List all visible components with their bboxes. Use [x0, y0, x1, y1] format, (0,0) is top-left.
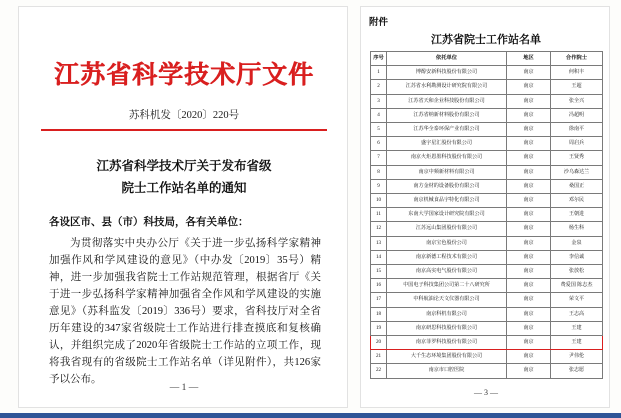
table-row [371, 208, 603, 222]
cell-region: 南京 [507, 236, 551, 250]
table-row [371, 66, 603, 80]
cell-academician: 冯超明 [551, 108, 603, 122]
cell-region: 南京 [507, 265, 551, 279]
cell-unit: 博醇安新科技股份有限公司 [387, 66, 507, 80]
cell-index: 4 [371, 108, 387, 122]
table-row [371, 94, 603, 108]
cell-academician: 王超 [551, 80, 603, 94]
cell-academician: 邓尔民 [551, 194, 603, 208]
cell-academician: 徐南平 [551, 123, 603, 137]
cell-region: 南京 [507, 222, 551, 236]
cell-academician: 桑国正 [551, 179, 603, 193]
cell-academician: 杨生科 [551, 222, 603, 236]
document-body [49, 235, 321, 388]
cell-region: 南京 [507, 321, 551, 335]
left-page-footer: — 1 — [169, 383, 199, 393]
cell-academician: 王贤秀 [551, 151, 603, 165]
column-header-unit: 依托单位 [387, 52, 507, 66]
table-row [371, 137, 603, 151]
table-row [371, 151, 603, 165]
cell-index: 2 [371, 80, 387, 94]
cell-unit: 南京科机有限公司 [387, 307, 507, 321]
cell-academician: 王朝进 [551, 208, 603, 222]
table-row [371, 265, 603, 279]
cell-index: 8 [371, 165, 387, 179]
cell-unit: 南京机械食品宇特化有限公司 [387, 194, 507, 208]
table-header-row [371, 52, 603, 66]
document-body-paragraph: 为贯彻落实中央办公厅《关于进一步弘扬科学家精神加强作风和学风建设的意见》（中办发〔2019〕35号）精神，进一步加强我省院士工作站规范管理，根据省厅《关于进一步弘扬科学家精神加强省全作风和学风建设的实施意见》（苏科监发〔2019〕336号）要求，省科技厅对全省历年建设的347家省级院士工作站进行排查摸底和复核确认，并组织完成了2020年省级院士工作站的立项工作，现将我省现有的省级院士工作站名单（详见附件），共126家予以公布。 [49, 238, 321, 385]
cell-index: 12 [371, 222, 387, 236]
cell-unit: 盛宇星汇股份有限公司 [387, 137, 507, 151]
cell-index: 7 [371, 151, 387, 165]
cell-academician: 王建 [551, 321, 603, 335]
cell-region: 南京 [507, 279, 551, 293]
cell-index: 15 [371, 265, 387, 279]
cell-region: 南京 [507, 108, 551, 122]
cell-unit: 南京宝色股份公司 [387, 236, 507, 250]
cell-index: 11 [371, 208, 387, 222]
cell-index: 21 [371, 350, 387, 364]
cell-region: 南京 [507, 250, 551, 264]
cell-region: 南京 [507, 151, 551, 165]
table-row [371, 364, 603, 378]
cell-unit: 东南大学国家设计研究院有限公司 [387, 208, 507, 222]
cell-academician: 王建 [551, 336, 603, 350]
red-divider-rule [41, 129, 327, 131]
table-row [371, 194, 603, 208]
table-row [371, 80, 603, 94]
cell-unit: 南方金材的设备股份有限公司 [387, 179, 507, 193]
cell-unit: 江苏省纳新材料股份有限公司 [387, 108, 507, 122]
cell-index: 18 [371, 307, 387, 321]
right-document [360, 6, 610, 408]
cell-academician: 周启兵 [551, 137, 603, 151]
cell-academician: 张全兴 [551, 94, 603, 108]
cell-unit: 中国电子科技集团公司第二十八研究所 [387, 279, 507, 293]
column-header-academician: 合作院士 [551, 52, 603, 66]
cell-index: 10 [371, 194, 387, 208]
cell-unit: 大千生态环境集团股份有限公司 [387, 350, 507, 364]
table-row [371, 179, 603, 193]
table-row [371, 108, 603, 122]
cell-unit: 南京中频新材料有限公司 [387, 165, 507, 179]
table-row [371, 222, 603, 236]
left-document [18, 6, 348, 408]
cell-index: 16 [371, 279, 387, 293]
cell-region: 南京 [507, 293, 551, 307]
column-header-index: 序号 [371, 52, 387, 66]
cell-region: 南京 [507, 194, 551, 208]
cell-index: 1 [371, 66, 387, 80]
cell-unit: 南京高实电气股份有限公司 [387, 265, 507, 279]
cell-region: 南京 [507, 123, 551, 137]
cell-academician: 费爱国 陈志杰 [551, 279, 603, 293]
document-salutation: 各设区市、县（市）科技局，各有关单位： [49, 217, 249, 228]
roster-table-title: 江苏省院士工作站名单 [431, 34, 541, 46]
document-subject-line-2: 院士工作站名单的通知 [121, 181, 247, 195]
cell-academician: 王志高 [551, 307, 603, 321]
table-row [371, 165, 603, 179]
cell-region: 南京 [507, 80, 551, 94]
cell-region: 南京 [507, 307, 551, 321]
cell-region: 南京 [507, 66, 551, 80]
cell-academician: 沙乌森达兰 [551, 165, 603, 179]
cell-unit: 中科航油论天文仪器有限公司 [387, 293, 507, 307]
cell-unit: 南京火炬恩墨科技股份有限公司 [387, 151, 507, 165]
document-subject [19, 155, 349, 199]
table-row [371, 350, 603, 364]
cell-academician: 何积丰 [551, 66, 603, 80]
cell-index: 5 [371, 123, 387, 137]
table-row [371, 307, 603, 321]
slide-bottom-bar [0, 413, 621, 418]
document-subject-line-1: 江苏省科学技术厅关于发布省级 [96, 159, 272, 173]
cell-unit: 江苏省天和企业科技股份有限公司 [387, 94, 507, 108]
cell-region: 南京 [507, 350, 551, 364]
cell-academician: 荣文平 [551, 293, 603, 307]
cell-region: 南京 [507, 94, 551, 108]
table-row [371, 336, 603, 350]
cell-unit: 南京研思科技股份有限公司 [387, 321, 507, 335]
cell-index: 17 [371, 293, 387, 307]
cell-region: 南京 [507, 364, 551, 378]
cell-academician: 金泉 [551, 236, 603, 250]
roster-table [370, 51, 603, 379]
table-row [371, 250, 603, 264]
table-row [371, 279, 603, 293]
cell-index: 6 [371, 137, 387, 151]
document-number: 苏科机发〔2020〕220号 [128, 110, 240, 121]
cell-index: 14 [371, 250, 387, 264]
cell-unit: 南京市口腔医院 [387, 364, 507, 378]
roster-table-body [371, 66, 603, 378]
cell-unit: 江苏远山集团股份有限公司 [387, 222, 507, 236]
cell-index: 3 [371, 94, 387, 108]
cell-region: 南京 [507, 165, 551, 179]
document-title: 江苏省科学技术厅文件 [53, 62, 314, 89]
cell-region: 南京 [507, 336, 551, 350]
cell-unit: 南京菲罗科技股份有限公司 [387, 336, 507, 350]
cell-index: 20 [371, 336, 387, 350]
table-row [371, 321, 603, 335]
column-header-region: 地区 [507, 52, 551, 66]
table-row [371, 293, 603, 307]
cell-index: 9 [371, 179, 387, 193]
cell-region: 南京 [507, 137, 551, 151]
table-row [371, 236, 603, 250]
cell-index: 19 [371, 321, 387, 335]
cell-index: 13 [371, 236, 387, 250]
cell-unit: 江苏华全泰环保产业有限公司 [387, 123, 507, 137]
cell-unit: 南京新德工程技术有限公司 [387, 250, 507, 264]
cell-academician: 李信诚 [551, 250, 603, 264]
table-row [371, 123, 603, 137]
right-page-footer: — 3 — [474, 388, 498, 397]
cell-academician: 尹伟伦 [551, 350, 603, 364]
attachment-label: 附件 [369, 18, 389, 28]
cell-region: 南京 [507, 179, 551, 193]
cell-academician: 张志愿 [551, 364, 603, 378]
cell-region: 南京 [507, 208, 551, 222]
cell-unit: 江苏省水利勘测设计研究院有限公司 [387, 80, 507, 94]
cell-index: 22 [371, 364, 387, 378]
cell-academician: 张放松 [551, 265, 603, 279]
